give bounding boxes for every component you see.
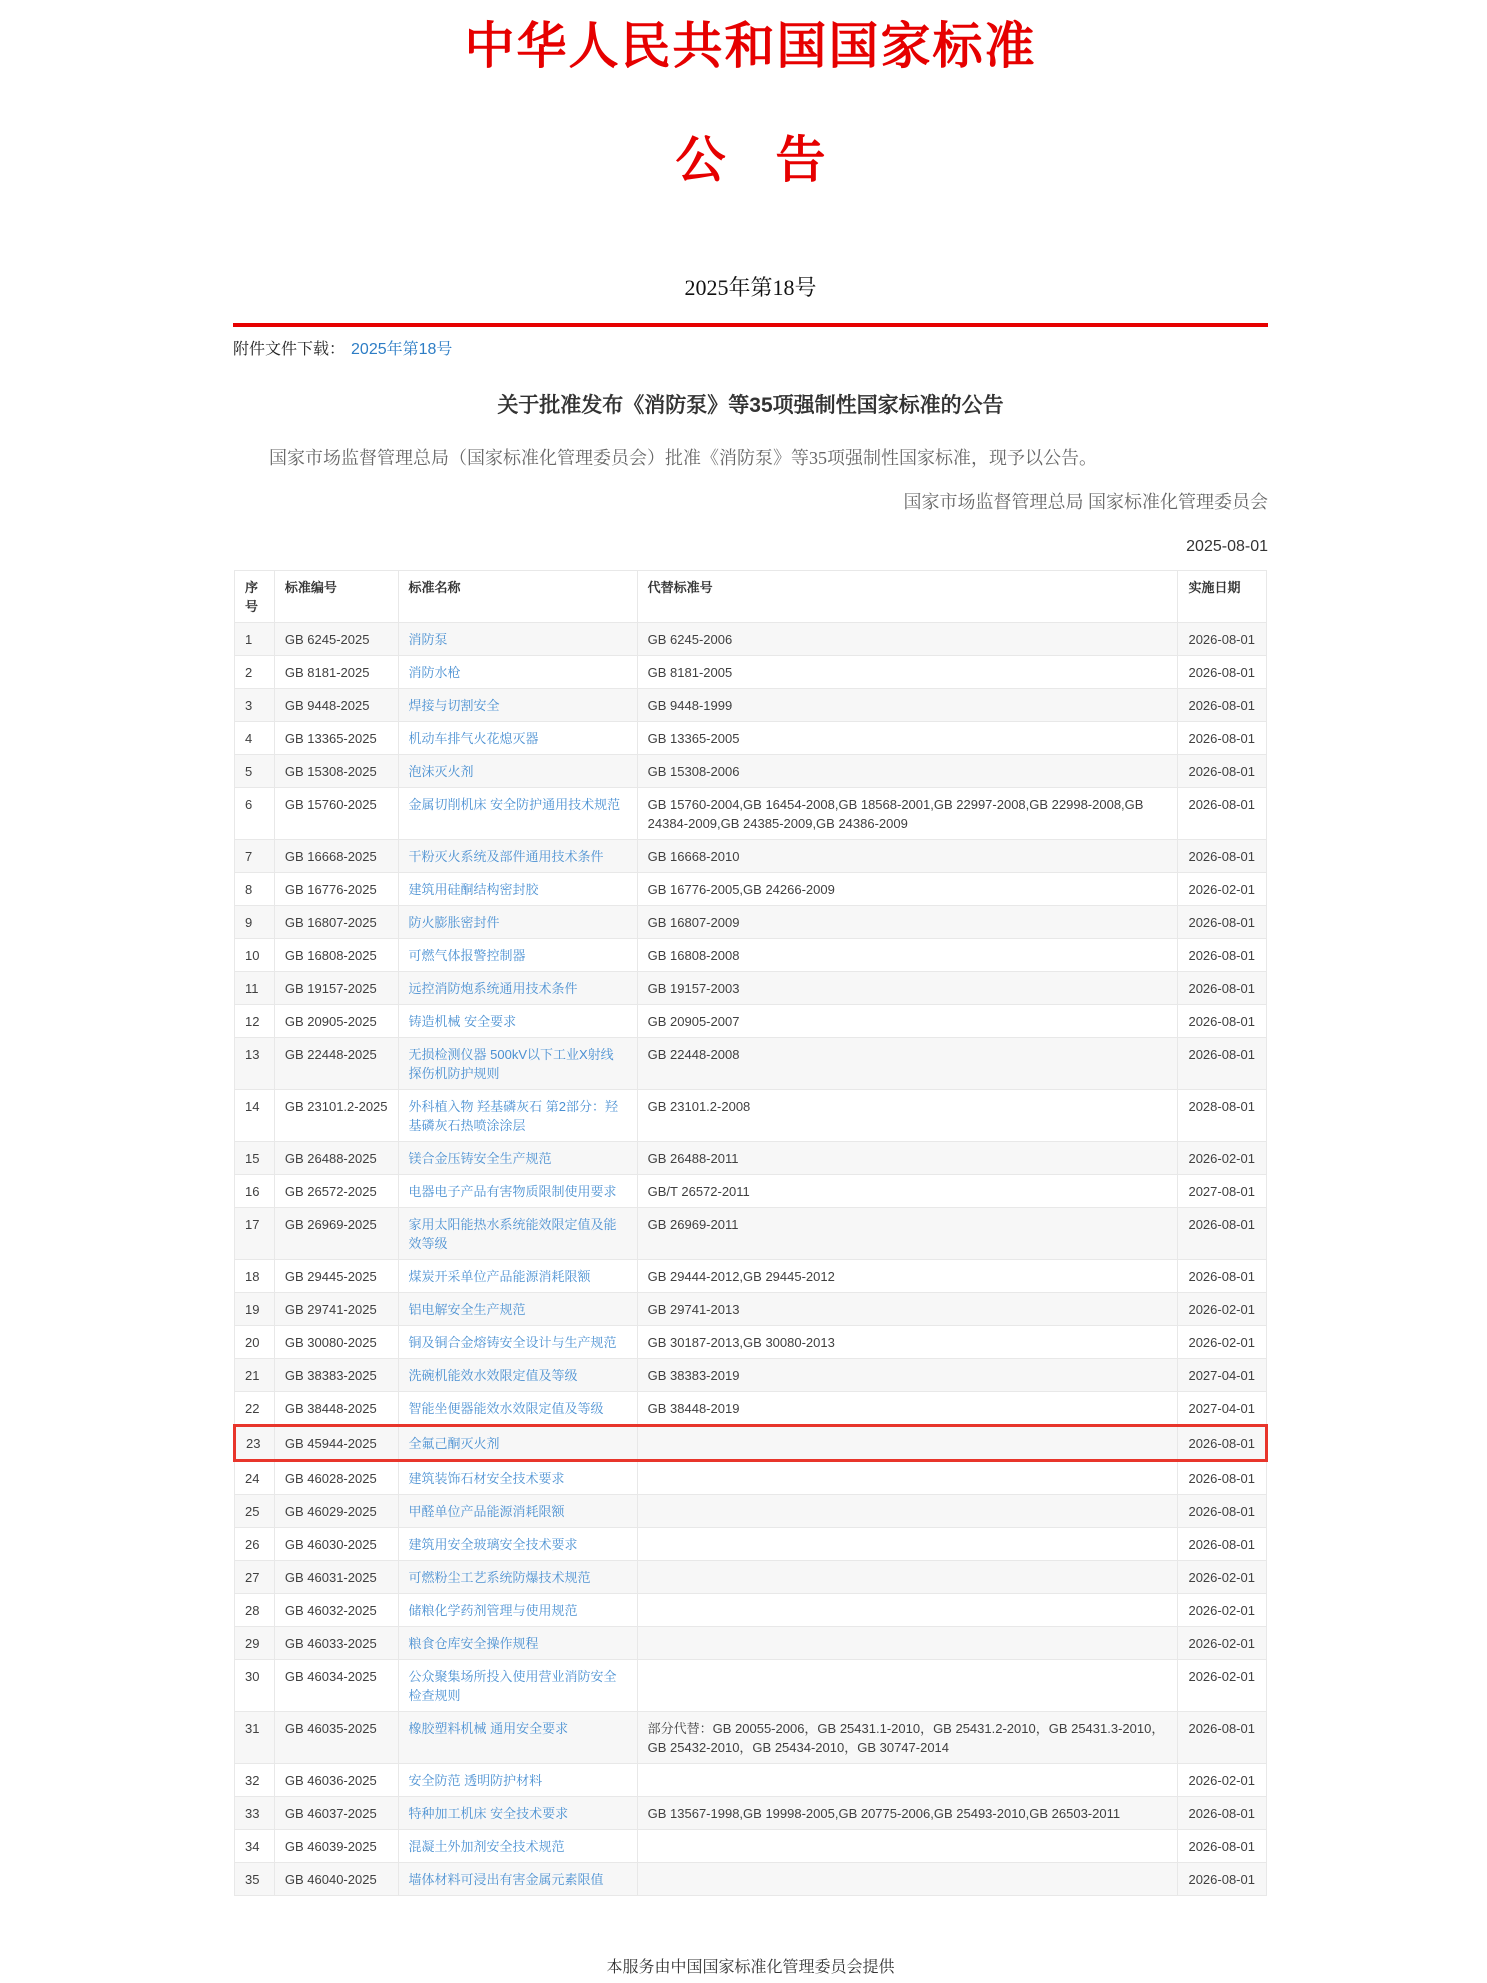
name-cell bbox=[398, 1208, 637, 1260]
table-row bbox=[235, 1830, 1267, 1863]
name-cell bbox=[398, 972, 637, 1005]
name-cell bbox=[398, 1090, 637, 1142]
date-cell: 2026-08-01 bbox=[1178, 755, 1267, 788]
page-subtitle: 公 告 bbox=[675, 131, 826, 188]
replaced-cell: GB 30187-2013,GB 30080-2013 bbox=[637, 1326, 1178, 1359]
code-cell: GB 20905-2025 bbox=[274, 1005, 398, 1038]
column-header: 代替标准号 bbox=[637, 571, 1178, 623]
date-cell: 2027-08-01 bbox=[1178, 1175, 1267, 1208]
red-divider bbox=[233, 323, 1268, 327]
table-row bbox=[235, 1863, 1267, 1896]
replaced-cell: GB 20905-2007 bbox=[637, 1005, 1178, 1038]
date-cell: 2026-02-01 bbox=[1178, 873, 1267, 906]
date-cell: 2027-04-01 bbox=[1178, 1392, 1267, 1426]
replaced-cell: GB 16807-2009 bbox=[637, 906, 1178, 939]
column-header: 实施日期 bbox=[1178, 571, 1267, 623]
name-cell bbox=[398, 1712, 637, 1764]
standard-name-link[interactable]: 远控消防炮系统通用技术条件 bbox=[408, 981, 578, 997]
seq-cell: 9 bbox=[235, 906, 275, 939]
name-cell bbox=[398, 840, 637, 873]
seq-cell: 28 bbox=[235, 1594, 275, 1627]
code-cell: GB 46035-2025 bbox=[274, 1712, 398, 1764]
date-cell: 2026-08-01 bbox=[1178, 623, 1267, 656]
replaced-cell bbox=[637, 1495, 1178, 1528]
date-cell: 2026-08-01 bbox=[1178, 906, 1267, 939]
standard-name-link[interactable]: 电器电子产品有害物质限制使用要求 bbox=[408, 1184, 617, 1200]
standard-name-link[interactable]: 煤炭开采单位产品能源消耗限额 bbox=[408, 1269, 591, 1285]
standard-name-link[interactable]: 储粮化学药剂管理与使用规范 bbox=[408, 1603, 578, 1619]
attachment-link[interactable]: 2025年第18号 bbox=[351, 340, 453, 358]
standards-table bbox=[233, 570, 1268, 1896]
name-cell bbox=[398, 722, 637, 755]
code-cell: GB 16807-2025 bbox=[274, 906, 398, 939]
replaced-cell bbox=[637, 1863, 1178, 1896]
name-cell bbox=[398, 1594, 637, 1627]
replaced-cell: GB 22448-2008 bbox=[637, 1038, 1178, 1090]
table-row bbox=[235, 1260, 1267, 1293]
replaced-cell: GB 15760-2004,GB 16454-2008,GB 18568-2001,GB 22997-2008,GB 22998-2008,GB 24384-2009,GB 24385-2009,GB 24386-2009 bbox=[637, 788, 1178, 840]
name-cell bbox=[398, 906, 637, 939]
seq-cell: 22 bbox=[235, 1392, 275, 1426]
announcement-page bbox=[233, 0, 1268, 1977]
standard-name-link[interactable]: 无损检测仪器 500kV以下工业X射线探伤机防护规则 bbox=[408, 1047, 614, 1082]
standard-name-link[interactable]: 安全防范 透明防护材料 bbox=[408, 1773, 543, 1789]
seq-cell: 35 bbox=[235, 1863, 275, 1896]
table-row bbox=[235, 1208, 1267, 1260]
code-cell: GB 9448-2025 bbox=[274, 689, 398, 722]
name-cell bbox=[398, 1175, 637, 1208]
attachment-label: 附件文件下载： bbox=[233, 340, 346, 358]
code-cell: GB 46034-2025 bbox=[274, 1660, 398, 1712]
table-row bbox=[235, 906, 1267, 939]
date-cell: 2026-02-01 bbox=[1178, 1764, 1267, 1797]
attachment-row bbox=[233, 336, 1268, 359]
name-cell bbox=[398, 689, 637, 722]
code-cell: GB 29445-2025 bbox=[274, 1260, 398, 1293]
seq-cell: 31 bbox=[235, 1712, 275, 1764]
table-row bbox=[235, 1005, 1267, 1038]
seq-cell: 32 bbox=[235, 1764, 275, 1797]
date-cell: 2026-02-01 bbox=[1178, 1594, 1267, 1627]
standard-name-link[interactable]: 墙体材料可浸出有害金属元素限值 bbox=[408, 1872, 604, 1888]
issuer-line: 国家市场监督管理总局 国家标准化管理委员会 bbox=[903, 492, 1268, 513]
table-row bbox=[235, 1528, 1267, 1561]
date-cell: 2026-08-01 bbox=[1178, 689, 1267, 722]
name-cell bbox=[398, 1038, 637, 1090]
seq-cell: 16 bbox=[235, 1175, 275, 1208]
table-row bbox=[235, 788, 1267, 840]
date-cell: 2026-08-01 bbox=[1178, 1461, 1267, 1495]
seq-cell: 13 bbox=[235, 1038, 275, 1090]
standard-name-link[interactable]: 智能坐便器能效水效限定值及等级 bbox=[408, 1401, 604, 1417]
table-row bbox=[235, 1142, 1267, 1175]
replaced-cell: GB 19157-2003 bbox=[637, 972, 1178, 1005]
standard-name-link[interactable]: 防火膨胀密封件 bbox=[408, 915, 500, 931]
name-cell bbox=[398, 939, 637, 972]
standard-name-link[interactable]: 金属切削机床 安全防护通用技术规范 bbox=[408, 797, 621, 813]
date-cell: 2026-08-01 bbox=[1178, 939, 1267, 972]
code-cell: GB 16808-2025 bbox=[274, 939, 398, 972]
seq-cell: 30 bbox=[235, 1660, 275, 1712]
column-header: 标准名称 bbox=[398, 571, 637, 623]
announcement-body: 国家市场监督管理总局（国家标准化管理委员会）批准《消防泵》等35项强制性国家标准，现予以公告。 bbox=[269, 447, 1097, 468]
replaced-cell: GB 8181-2005 bbox=[637, 656, 1178, 689]
code-cell: GB 23101.2-2025 bbox=[274, 1090, 398, 1142]
date-cell: 2026-08-01 bbox=[1178, 1426, 1267, 1461]
seq-cell: 11 bbox=[235, 972, 275, 1005]
seq-cell: 23 bbox=[235, 1426, 275, 1461]
code-cell: GB 46029-2025 bbox=[274, 1495, 398, 1528]
code-cell: GB 22448-2025 bbox=[274, 1038, 398, 1090]
seq-cell: 7 bbox=[235, 840, 275, 873]
seq-cell: 26 bbox=[235, 1528, 275, 1561]
replaced-cell bbox=[637, 1426, 1178, 1461]
seq-cell: 17 bbox=[235, 1208, 275, 1260]
table-row bbox=[235, 1392, 1267, 1426]
seq-cell: 2 bbox=[235, 656, 275, 689]
code-cell: GB 46031-2025 bbox=[274, 1561, 398, 1594]
code-cell: GB 46037-2025 bbox=[274, 1797, 398, 1830]
seq-cell: 20 bbox=[235, 1326, 275, 1359]
code-cell: GB 46040-2025 bbox=[274, 1863, 398, 1896]
standard-name-link[interactable]: 全氟己酮灭火剂 bbox=[408, 1436, 500, 1452]
table-row bbox=[235, 1326, 1267, 1359]
date-cell: 2026-08-01 bbox=[1178, 722, 1267, 755]
name-cell bbox=[398, 1495, 637, 1528]
table-row bbox=[235, 755, 1267, 788]
code-cell: GB 46036-2025 bbox=[274, 1764, 398, 1797]
name-cell bbox=[398, 1561, 637, 1594]
seq-cell: 34 bbox=[235, 1830, 275, 1863]
name-cell bbox=[398, 1326, 637, 1359]
seq-cell: 27 bbox=[235, 1561, 275, 1594]
table-header-row bbox=[235, 571, 1267, 623]
replaced-cell bbox=[637, 1627, 1178, 1660]
replaced-cell: GB 9448-1999 bbox=[637, 689, 1178, 722]
standard-name-link[interactable]: 粮食仓库安全操作规程 bbox=[408, 1636, 539, 1652]
name-cell bbox=[398, 873, 637, 906]
name-cell bbox=[398, 1660, 637, 1712]
column-header: 标准编号 bbox=[274, 571, 398, 623]
date-cell: 2026-08-01 bbox=[1178, 1863, 1267, 1896]
standard-name-link[interactable]: 可燃粉尘工艺系统防爆技术规范 bbox=[408, 1570, 591, 1586]
replaced-cell: GB 23101.2-2008 bbox=[637, 1090, 1178, 1142]
date-cell: 2026-02-01 bbox=[1178, 1561, 1267, 1594]
table-row bbox=[235, 1627, 1267, 1660]
table-row bbox=[235, 840, 1267, 873]
code-cell: GB 15308-2025 bbox=[274, 755, 398, 788]
standard-name-link[interactable]: 铜及铜合金熔铸安全设计与生产规范 bbox=[408, 1335, 617, 1351]
table-row bbox=[235, 1426, 1267, 1461]
table-row bbox=[235, 1660, 1267, 1712]
standard-name-link[interactable]: 公众聚集场所投入使用营业消防安全检查规则 bbox=[408, 1669, 617, 1704]
code-cell: GB 26969-2025 bbox=[274, 1208, 398, 1260]
date-cell: 2026-08-01 bbox=[1178, 788, 1267, 840]
seq-cell: 18 bbox=[235, 1260, 275, 1293]
date-cell: 2026-08-01 bbox=[1178, 1005, 1267, 1038]
date-cell: 2028-08-01 bbox=[1178, 1090, 1267, 1142]
seq-cell: 19 bbox=[235, 1293, 275, 1326]
date-cell: 2026-08-01 bbox=[1178, 1528, 1267, 1561]
standard-name-link[interactable]: 建筑装饰石材安全技术要求 bbox=[408, 1471, 565, 1487]
table-row bbox=[235, 722, 1267, 755]
name-cell bbox=[398, 656, 637, 689]
date-cell: 2026-08-01 bbox=[1178, 1208, 1267, 1260]
date-cell: 2026-08-01 bbox=[1178, 1038, 1267, 1090]
replaced-cell: GB 26969-2011 bbox=[637, 1208, 1178, 1260]
seq-cell: 24 bbox=[235, 1461, 275, 1495]
standard-name-link[interactable]: 机动车排气火花熄灭器 bbox=[408, 731, 539, 747]
seq-cell: 21 bbox=[235, 1359, 275, 1392]
seq-cell: 6 bbox=[235, 788, 275, 840]
seq-cell: 3 bbox=[235, 689, 275, 722]
code-cell: GB 29741-2025 bbox=[274, 1293, 398, 1326]
replaced-cell: GB 26488-2011 bbox=[637, 1142, 1178, 1175]
replaced-cell: GB 38448-2019 bbox=[637, 1392, 1178, 1426]
table-row bbox=[235, 1764, 1267, 1797]
table-row bbox=[235, 1038, 1267, 1090]
standard-name-link[interactable]: 消防泵 bbox=[408, 632, 448, 648]
table-row bbox=[235, 689, 1267, 722]
name-cell bbox=[398, 623, 637, 656]
date-cell: 2026-02-01 bbox=[1178, 1627, 1267, 1660]
table-row bbox=[235, 972, 1267, 1005]
code-cell: GB 13365-2025 bbox=[274, 722, 398, 755]
footer-note: 本服务由中国国家标准化管理委员会提供 bbox=[606, 1959, 895, 1977]
column-header: 序号 bbox=[235, 571, 275, 623]
seq-cell: 12 bbox=[235, 1005, 275, 1038]
replaced-cell: 部分代替：GB 20055-2006，GB 25431.1-2010，GB 25431.2-2010，GB 25431.3-2010，GB 25432-2010，GB 25434-2010，GB 30747-2014 bbox=[637, 1712, 1178, 1764]
replaced-cell bbox=[637, 1764, 1178, 1797]
standard-name-link[interactable]: 家用太阳能热水系统能效限定值及能效等级 bbox=[408, 1217, 617, 1252]
table-row bbox=[235, 1293, 1267, 1326]
name-cell bbox=[398, 1260, 637, 1293]
table-row bbox=[235, 1594, 1267, 1627]
name-cell bbox=[398, 1293, 637, 1326]
replaced-cell bbox=[637, 1528, 1178, 1561]
code-cell: GB 16668-2025 bbox=[274, 840, 398, 873]
standard-name-link[interactable]: 洗碗机能效水效限定值及等级 bbox=[408, 1368, 578, 1384]
table-row bbox=[235, 656, 1267, 689]
name-cell bbox=[398, 1627, 637, 1660]
date-cell: 2026-08-01 bbox=[1178, 1712, 1267, 1764]
standard-name-link[interactable]: 外科植入物 羟基磷灰石 第2部分：羟基磷灰石热喷涂涂层 bbox=[408, 1099, 618, 1134]
date-cell: 2026-08-01 bbox=[1178, 1830, 1267, 1863]
replaced-cell bbox=[637, 1594, 1178, 1627]
name-cell bbox=[398, 755, 637, 788]
replaced-cell bbox=[637, 1830, 1178, 1863]
standard-name-link[interactable]: 铝电解安全生产规范 bbox=[408, 1302, 526, 1318]
replaced-cell: GB 38383-2019 bbox=[637, 1359, 1178, 1392]
standard-name-link[interactable]: 泡沫灭火剂 bbox=[408, 764, 474, 780]
code-cell: GB 8181-2025 bbox=[274, 656, 398, 689]
table-row bbox=[235, 623, 1267, 656]
code-cell: GB 38448-2025 bbox=[274, 1392, 398, 1426]
code-cell: GB 46032-2025 bbox=[274, 1594, 398, 1627]
name-cell bbox=[398, 1142, 637, 1175]
standard-name-link[interactable]: 铸造机械 安全要求 bbox=[408, 1014, 517, 1030]
code-cell: GB 16776-2025 bbox=[274, 873, 398, 906]
name-cell bbox=[398, 1830, 637, 1863]
seq-cell: 5 bbox=[235, 755, 275, 788]
standard-name-link[interactable]: 消防水枪 bbox=[408, 665, 461, 681]
date-cell: 2027-04-01 bbox=[1178, 1359, 1267, 1392]
name-cell bbox=[398, 1359, 637, 1392]
standard-name-link[interactable]: 镁合金压铸安全生产规范 bbox=[408, 1151, 552, 1167]
table-row bbox=[235, 1090, 1267, 1142]
seq-cell: 29 bbox=[235, 1627, 275, 1660]
name-cell bbox=[398, 1426, 637, 1461]
date-cell: 2026-08-01 bbox=[1178, 656, 1267, 689]
replaced-cell: GB 16776-2005,GB 24266-2009 bbox=[637, 873, 1178, 906]
seq-cell: 25 bbox=[235, 1495, 275, 1528]
date-cell: 2026-02-01 bbox=[1178, 1142, 1267, 1175]
replaced-cell bbox=[637, 1561, 1178, 1594]
replaced-cell: GB 13567-1998,GB 19998-2005,GB 20775-2006,GB 25493-2010,GB 26503-2011 bbox=[637, 1797, 1178, 1830]
table-row bbox=[235, 939, 1267, 972]
name-cell bbox=[398, 1863, 637, 1896]
code-cell: GB 6245-2025 bbox=[274, 623, 398, 656]
date-cell: 2026-02-01 bbox=[1178, 1293, 1267, 1326]
publish-date: 2025-08-01 bbox=[1186, 538, 1268, 556]
standard-name-link[interactable]: 干粉灭火系统及部件通用技术条件 bbox=[408, 849, 604, 865]
seq-cell: 14 bbox=[235, 1090, 275, 1142]
seq-cell: 1 bbox=[235, 623, 275, 656]
code-cell: GB 26488-2025 bbox=[274, 1142, 398, 1175]
date-cell: 2026-08-01 bbox=[1178, 1260, 1267, 1293]
standard-name-link[interactable]: 橡胶塑料机械 通用安全要求 bbox=[408, 1721, 569, 1737]
replaced-cell: GB 6245-2006 bbox=[637, 623, 1178, 656]
date-cell: 2026-08-01 bbox=[1178, 1797, 1267, 1830]
seq-cell: 4 bbox=[235, 722, 275, 755]
date-cell: 2026-08-01 bbox=[1178, 972, 1267, 1005]
name-cell bbox=[398, 1005, 637, 1038]
seq-cell: 15 bbox=[235, 1142, 275, 1175]
code-cell: GB 46028-2025 bbox=[274, 1461, 398, 1495]
name-cell bbox=[398, 1764, 637, 1797]
table-row bbox=[235, 1495, 1267, 1528]
seq-cell: 33 bbox=[235, 1797, 275, 1830]
replaced-cell: GB 13365-2005 bbox=[637, 722, 1178, 755]
name-cell bbox=[398, 788, 637, 840]
name-cell bbox=[398, 1392, 637, 1426]
date-cell: 2026-08-01 bbox=[1178, 840, 1267, 873]
replaced-cell bbox=[637, 1660, 1178, 1712]
date-cell: 2026-02-01 bbox=[1178, 1326, 1267, 1359]
standard-name-link[interactable]: 甲醛单位产品能源消耗限额 bbox=[408, 1504, 565, 1520]
replaced-cell: GB 29444-2012,GB 29445-2012 bbox=[637, 1260, 1178, 1293]
code-cell: GB 46033-2025 bbox=[274, 1627, 398, 1660]
name-cell bbox=[398, 1528, 637, 1561]
table-row bbox=[235, 1461, 1267, 1495]
standard-name-link[interactable]: 特种加工机床 安全技术要求 bbox=[408, 1806, 569, 1822]
replaced-cell: GB 16808-2008 bbox=[637, 939, 1178, 972]
replaced-cell: GB 15308-2006 bbox=[637, 755, 1178, 788]
announcement-title: 关于批准发布《消防泵》等35项强制性国家标准的公告 bbox=[497, 393, 1004, 417]
standard-name-link[interactable]: 建筑用安全玻璃安全技术要求 bbox=[408, 1537, 578, 1553]
code-cell: GB 46039-2025 bbox=[274, 1830, 398, 1863]
table-row bbox=[235, 1561, 1267, 1594]
table-row bbox=[235, 1797, 1267, 1830]
code-cell: GB 15760-2025 bbox=[274, 788, 398, 840]
replaced-cell bbox=[637, 1461, 1178, 1495]
date-cell: 2026-08-01 bbox=[1178, 1495, 1267, 1528]
seq-cell: 8 bbox=[235, 873, 275, 906]
name-cell bbox=[398, 1797, 637, 1830]
code-cell: GB 30080-2025 bbox=[274, 1326, 398, 1359]
page-title: 中华人民共和国国家标准 bbox=[464, 18, 1037, 74]
standard-name-link[interactable]: 可燃气体报警控制器 bbox=[408, 948, 526, 964]
code-cell: GB 19157-2025 bbox=[274, 972, 398, 1005]
replaced-cell: GB 16668-2010 bbox=[637, 840, 1178, 873]
code-cell: GB 45944-2025 bbox=[274, 1426, 398, 1461]
code-cell: GB 26572-2025 bbox=[274, 1175, 398, 1208]
seq-cell: 10 bbox=[235, 939, 275, 972]
table-row bbox=[235, 1359, 1267, 1392]
standard-name-link[interactable]: 建筑用硅酮结构密封胶 bbox=[408, 882, 539, 898]
replaced-cell: GB/T 26572-2011 bbox=[637, 1175, 1178, 1208]
replaced-cell: GB 29741-2013 bbox=[637, 1293, 1178, 1326]
issue-number: 2025年第18号 bbox=[684, 274, 817, 300]
standard-name-link[interactable]: 焊接与切割安全 bbox=[408, 698, 500, 714]
table-row bbox=[235, 1175, 1267, 1208]
standard-name-link[interactable]: 混凝土外加剂安全技术规范 bbox=[408, 1839, 565, 1855]
table-row bbox=[235, 1712, 1267, 1764]
code-cell: GB 38383-2025 bbox=[274, 1359, 398, 1392]
table-row bbox=[235, 873, 1267, 906]
date-cell: 2026-02-01 bbox=[1178, 1660, 1267, 1712]
name-cell bbox=[398, 1461, 637, 1495]
code-cell: GB 46030-2025 bbox=[274, 1528, 398, 1561]
